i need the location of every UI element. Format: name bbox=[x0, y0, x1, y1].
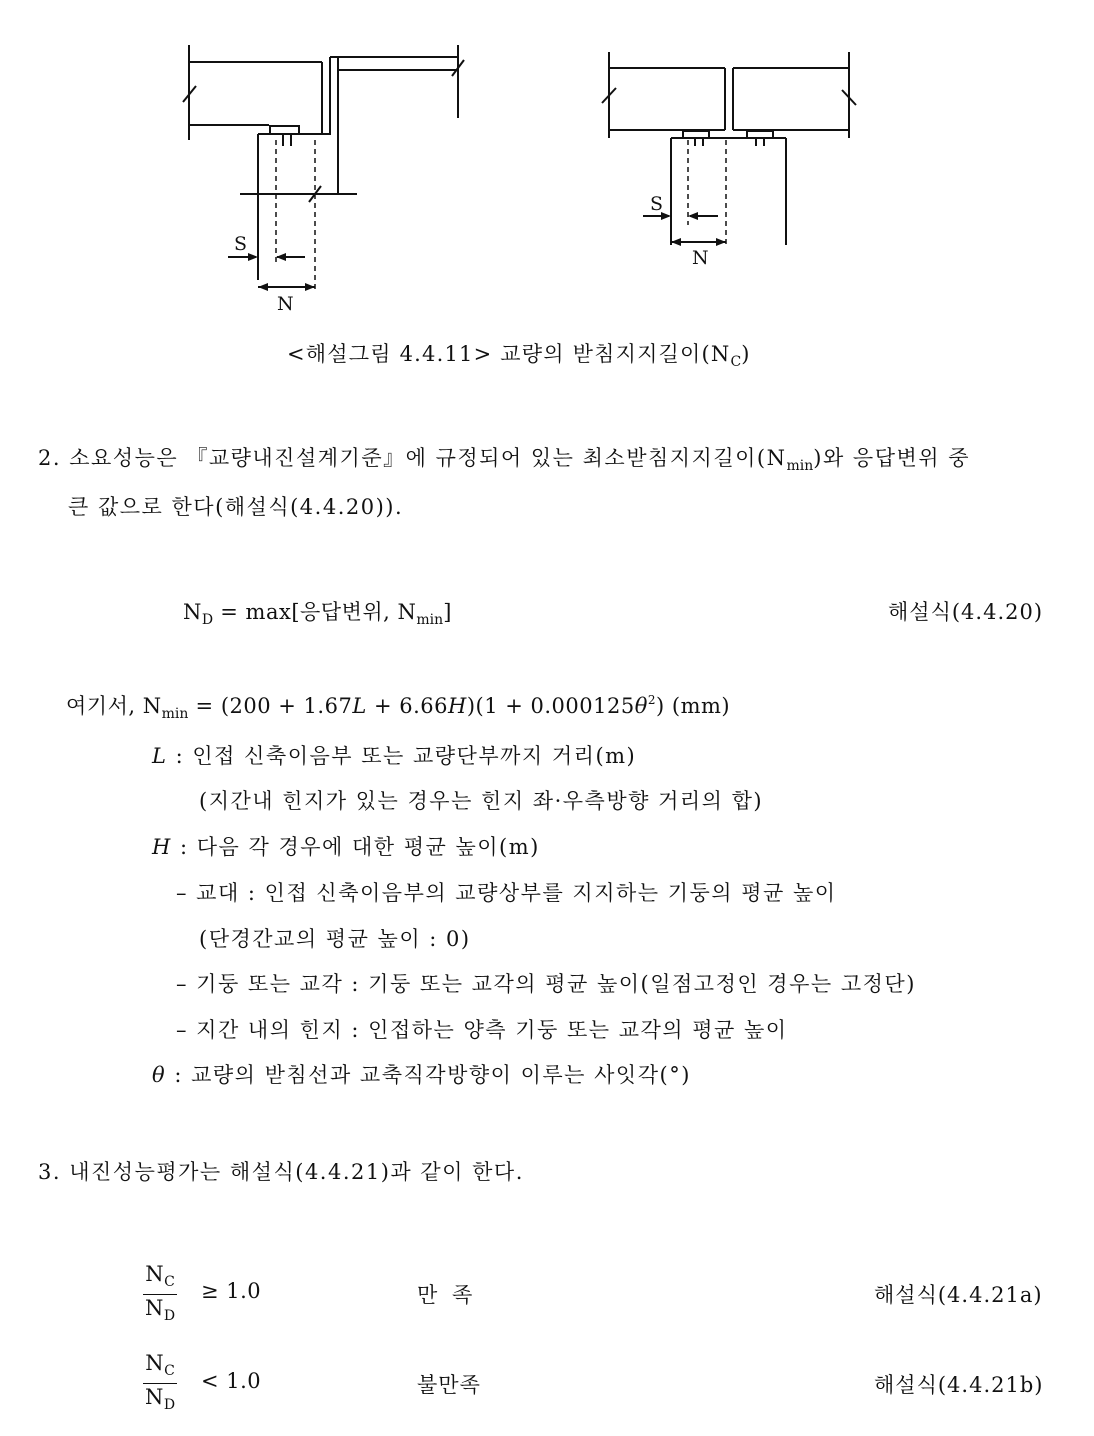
eq3-result: 불만족 bbox=[417, 1373, 481, 1397]
eq1-rhs-close: ] bbox=[443, 600, 452, 624]
figure-caption bbox=[287, 338, 751, 370]
eq3-operator: < 1.0 bbox=[201, 1369, 262, 1393]
right-n-label: N bbox=[692, 247, 709, 269]
def-L-text: : 인접 신축이음부 또는 교량단부까지 거리(m) bbox=[167, 744, 637, 768]
bullet-abutment-note: (단경간교의 평균 높이 : 0) bbox=[199, 927, 471, 951]
eq2-result: 만 족 bbox=[417, 1283, 477, 1307]
def-H-text: : 다음 각 경우에 대한 평균 높이(m) bbox=[171, 835, 540, 859]
formula-part-3: )(1 + 0.000125 bbox=[466, 694, 635, 718]
eq2-den: N bbox=[145, 1296, 164, 1320]
eq3-den-sub: D bbox=[163, 1397, 176, 1413]
equation-4-4-20-tag: 해설식(4.4.20) bbox=[888, 600, 1044, 624]
eq2-den-sub: D bbox=[163, 1308, 176, 1324]
formula-square: 2 bbox=[647, 693, 657, 707]
eq2-denominator bbox=[143, 1295, 177, 1329]
caption-close: ) bbox=[741, 342, 751, 366]
eq3-tag: 해설식(4.4.21b) bbox=[874, 1373, 1044, 1397]
def-theta bbox=[152, 1059, 691, 1089]
item-3: 3. 내진성능평가는 해설식(4.4.21)과 같이 한다. bbox=[38, 1160, 524, 1184]
eq1-rhs: = max[응답변위, N bbox=[213, 600, 417, 624]
formula-L: L bbox=[352, 694, 367, 718]
def-theta-text: : 교량의 받침선과 교축직각방향이 이루는 사잇각(°) bbox=[166, 1063, 691, 1087]
equation-4-4-21b bbox=[143, 1351, 177, 1418]
bearing-support-length-figure bbox=[0, 0, 1094, 320]
left-s-label: S bbox=[234, 233, 248, 255]
eq3-denominator bbox=[143, 1384, 177, 1418]
def-L-note: (지간내 힌지가 있는 경우는 힌지 좌·우측방향 거리의 합) bbox=[199, 789, 764, 813]
formula-part-4: ) (mm) bbox=[656, 694, 731, 718]
caption-sub: C bbox=[730, 354, 742, 370]
eq3-den: N bbox=[145, 1385, 164, 1409]
formula-part-1: = (200 + 1.67 bbox=[188, 694, 353, 718]
eq2-operator: ≥ 1.0 bbox=[201, 1279, 262, 1303]
left-n-label: N bbox=[277, 293, 294, 315]
eq2-num: N bbox=[145, 1262, 165, 1286]
def-H bbox=[152, 831, 540, 861]
item-2-text-a: 2. 소요성능은 『교량내진설계기준』에 규정되어 있는 최소받침지지길이(N bbox=[38, 446, 787, 470]
eq3-num: N bbox=[145, 1351, 165, 1375]
def-L-symbol: L bbox=[152, 744, 168, 768]
eq1-lhs: N bbox=[183, 600, 202, 624]
item-2-line-2: 큰 값으로 한다(해설식(4.4.20)). bbox=[68, 495, 404, 519]
formula-theta: θ bbox=[634, 694, 648, 718]
nmin-formula bbox=[66, 690, 730, 722]
caption-text: <해설그림 4.4.11> 교량의 받침지지길이(N bbox=[287, 342, 731, 366]
item-2-line-1 bbox=[38, 442, 970, 474]
bullet-abutment: – 교대 : 인접 신축이음부의 교량상부를 지지하는 기둥의 평균 높이 bbox=[176, 881, 837, 905]
bullet-pier: – 기둥 또는 교각 : 기둥 또는 교각의 평균 높이(일점고정인 경우는 고정단) bbox=[176, 972, 916, 996]
eq3-numerator bbox=[143, 1351, 177, 1384]
equation-4-4-21a bbox=[143, 1262, 177, 1329]
where-sub: min bbox=[161, 706, 189, 722]
eq2-numerator bbox=[143, 1262, 177, 1295]
eq3-fraction bbox=[143, 1351, 177, 1418]
eq2-fraction bbox=[143, 1262, 177, 1329]
def-L bbox=[152, 740, 636, 770]
right-s-label: S bbox=[650, 193, 664, 215]
def-theta-symbol: θ bbox=[152, 1063, 167, 1087]
bullet-hinge: – 지간 내의 힌지 : 인접하는 양측 기둥 또는 교각의 평균 높이 bbox=[176, 1018, 788, 1042]
eq1-lhs-sub: D bbox=[201, 612, 214, 628]
def-H-symbol: H bbox=[152, 835, 172, 859]
eq3-num-sub: C bbox=[164, 1363, 175, 1379]
formula-part-2: + 6.66 bbox=[366, 694, 448, 718]
eq1-rhs-sub: min bbox=[416, 612, 444, 628]
item-2-sub: min bbox=[786, 458, 814, 474]
formula-H: H bbox=[447, 694, 467, 718]
where-prefix: 여기서, N bbox=[66, 694, 162, 718]
eq2-num-sub: C bbox=[164, 1274, 175, 1290]
item-2-text-b: )와 응답변위 중 bbox=[813, 446, 971, 470]
eq2-tag: 해설식(4.4.21a) bbox=[874, 1283, 1043, 1307]
equation-4-4-20 bbox=[183, 596, 452, 628]
